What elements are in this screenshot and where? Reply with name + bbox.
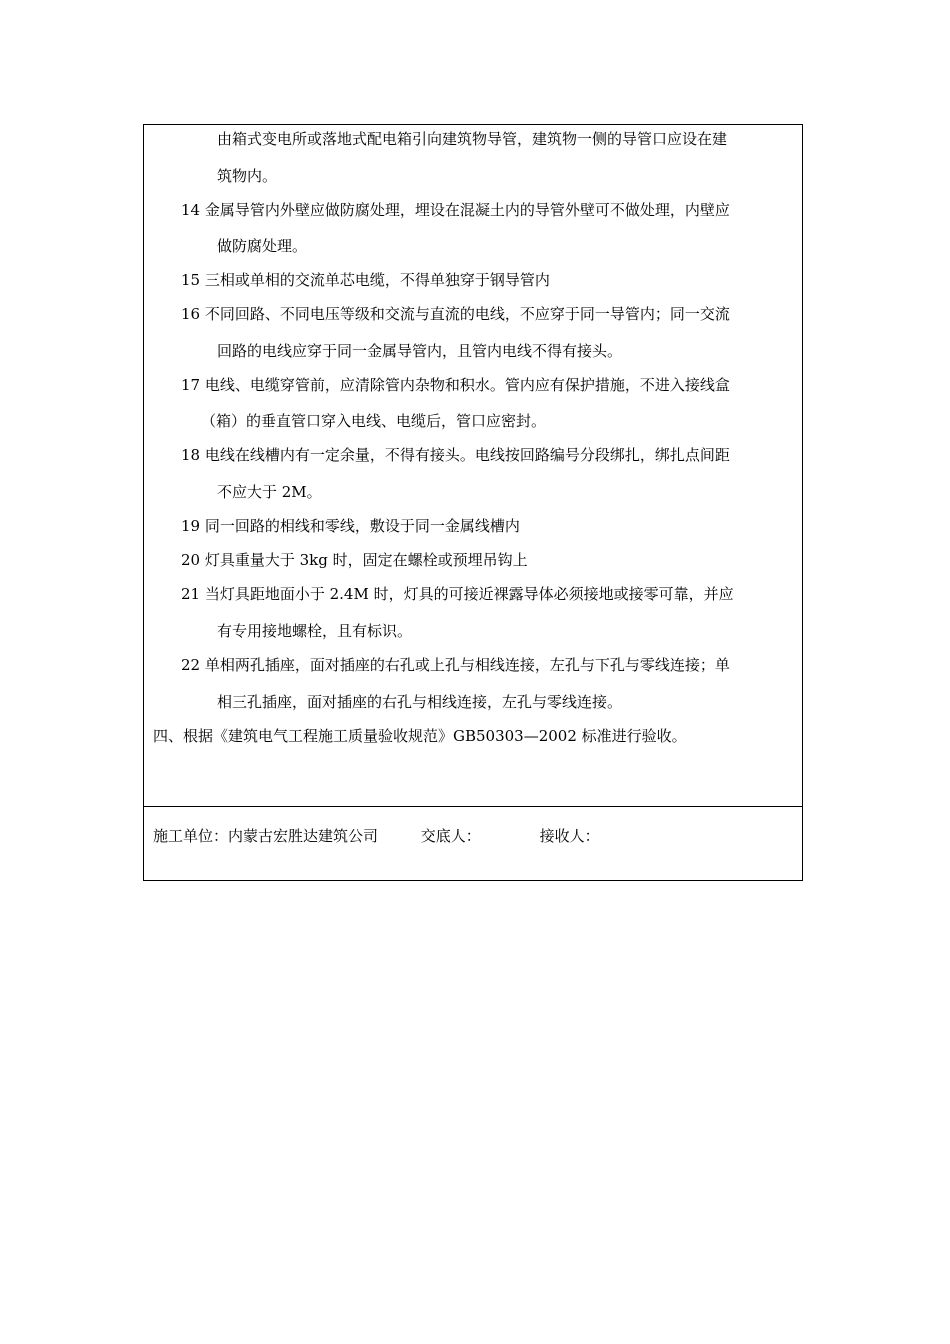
text-line-16: 22 单相两孔插座，面对插座的右孔或上孔与相线连接，左孔与下孔与零线连接；单 [181,656,730,674]
text-line-8: 17 电线、电缆穿管前，应清除管内杂物和积水。管内应有保护措施，不进入接线盒 [181,376,730,394]
handover-person-label: 交底人： [420,827,481,845]
content-cell [144,125,802,807]
text-line-17: 相三孔插座，面对插座的右孔与相线连接，左孔与零线连接。 [217,693,623,711]
handover-form-table [143,124,803,881]
signature-line [153,826,600,846]
text-line-12: 19 同一回路的相线和零线，敷设于同一金属线槽内 [181,517,520,535]
receiver-label: 接收人： [539,827,600,845]
text-line-7: 回路的电线应穿于同一金属导管内，且管内电线不得有接头。 [217,342,623,360]
text-line-4: 做防腐处理。 [217,237,308,255]
text-line-15: 有专用接地螺栓，且有标识。 [217,622,413,640]
text-line-9: （箱）的垂直管口穿入电线、电缆后，管口应密封。 [201,412,547,430]
text-line-14: 21 当灯具距地面小于 2.4M 时，灯具的可接近裸露导体必须接地或接零可靠，并应 [181,585,734,603]
text-line-3: 14 金属导管内外壁应做防腐处理，埋设在混凝土内的导管外壁可不做处理，内壁应 [181,201,730,219]
text-line-10: 18 电线在线槽内有一定余量，不得有接头。电线按回路编号分段绑扎，绑扎点间距 [181,446,730,464]
text-line-18: 四、根据《建筑电气工程施工质量验收规范》GB50303—2002 标准进行验收。 [153,727,687,745]
text-line-1: 由箱式变电所或落地式配电箱引向建筑物导管，建筑物一侧的导管口应设在建 [217,130,728,148]
construction-unit: 施工单位：内蒙古宏胜达建筑公司 [153,827,379,845]
text-line-13: 20 灯具重量大于 3kg 时，固定在螺栓或预埋吊钩上 [181,551,528,569]
text-line-5: 15 三相或单相的交流单芯电缆，不得单独穿于钢导管内 [181,271,550,289]
text-line-2: 筑物内。 [217,167,278,185]
text-line-6: 16 不同回路、不同电压等级和交流与直流的电线，不应穿于同一导管内；同一交流 [181,305,730,323]
text-line-11: 不应大于 2M。 [217,483,322,501]
